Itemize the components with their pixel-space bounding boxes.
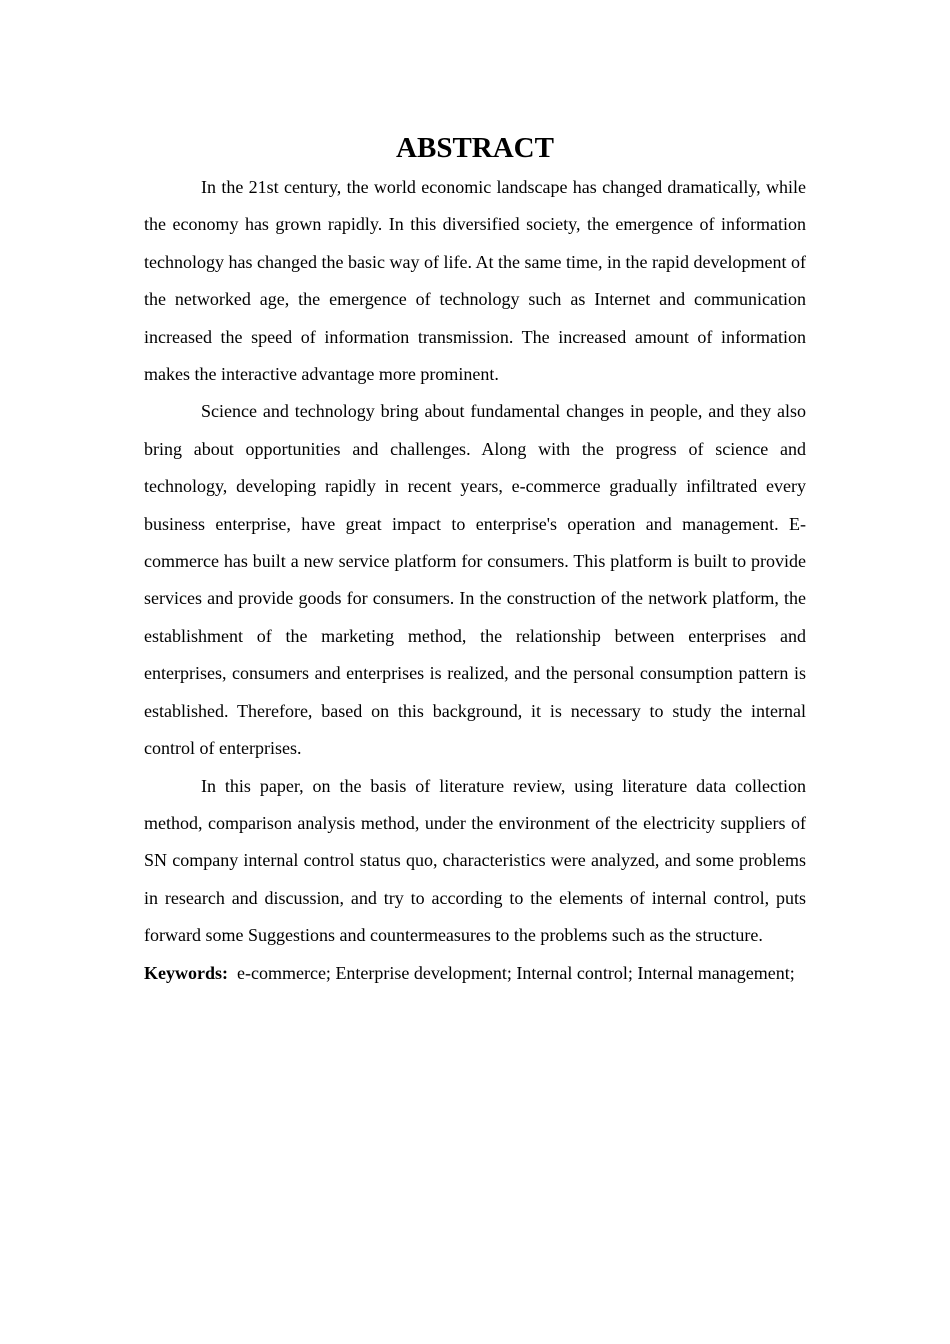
- keywords-text: e-commerce; Enterprise development; Internal control; Internal management;: [237, 962, 795, 983]
- keywords-line: [144, 955, 806, 992]
- document-page: [144, 128, 806, 992]
- abstract-title: ABSTRACT: [396, 132, 554, 164]
- abstract-paragraph-1: In the 21st century, the world economic landscape has changed dramatically, while the economy has grown rapidly. In this diversified society, the emergence of information technology has changed the basic way of life. At the same time, in the rapid development of the networked age, the emergence of technology such as Internet and communication increased the speed of information transmission. The increased amount of information makes the interactive advantage more prominent.: [144, 177, 806, 385]
- abstract-paragraph-2: Science and technology bring about fundamental changes in people, and they also bring about opportunities and challenges. Along with the progress of science and technology, developing rapidly in recent years, e-commerce gradually infiltrated every business enterprise, have great impact to enterprise's operation and management. E-commerce has built a new service platform for consumers. This platform is built to provide services and provide goods for consumers. In the construction of the network platform, the establishment of the marketing method, the relationship between enterprises and enterprises, consumers and enterprises is realized, and the personal consumption pattern is established. Therefore, based on this background, it is necessary to study the internal control of enterprises.: [144, 401, 806, 759]
- keywords-label: Keywords:: [144, 962, 228, 983]
- abstract-paragraph-3: In this paper, on the basis of literature review, using literature data collection method, comparison analysis method, under the environment of the electricity suppliers of SN company internal control status quo, characteristics were analyzed, and some problems in research and discussion, and try to according to the elements of internal control, puts forward some Suggestions and countermeasures to the problems such as the structure.: [144, 775, 806, 946]
